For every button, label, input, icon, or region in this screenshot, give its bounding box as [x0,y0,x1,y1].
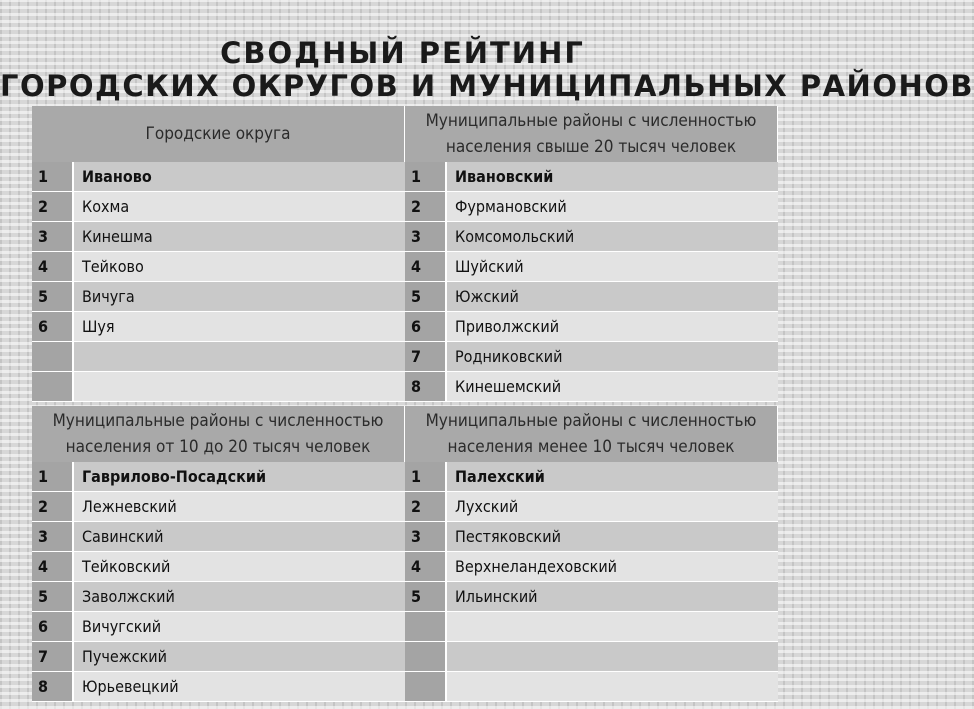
rank-cell [405,642,447,671]
section-header: Городские округа [32,106,405,162]
name-cell [447,672,778,701]
name-cell [447,612,778,641]
rank-cell: 4 [32,252,74,281]
name-cell: Лежневский [74,492,405,521]
name-cell: Лухский [447,492,778,521]
name-cell: Иваново [74,162,405,191]
rank-cell: 2 [32,192,74,221]
rank-cell: 1 [405,462,447,491]
name-cell: Шуйский [447,252,778,281]
rank-cell: 4 [405,552,447,581]
name-cell: Пестяковский [447,522,778,551]
rank-cell: 2 [32,492,74,521]
section-city-districts [32,106,405,402]
table-row [32,222,405,252]
rank-cell: 8 [32,672,74,701]
rank-cell: 6 [32,312,74,341]
table-row [32,372,405,402]
table-row [32,252,405,282]
table-row [32,672,405,702]
name-cell: Ильинский [447,582,778,611]
section-header: Муниципальные районы с численностью населения от 10 до 20 тысяч человек [32,406,405,462]
rank-cell: 8 [405,372,447,401]
page-title-line-1: СВОДНЫЙ РЕЙТИНГ [220,36,585,70]
name-cell: Кинешма [74,222,405,251]
table-row [405,492,778,522]
table-row [405,192,778,222]
table-row [32,612,405,642]
table-row [405,372,778,402]
rank-cell: 5 [32,582,74,611]
rank-cell: 1 [32,462,74,491]
name-cell: Приволжский [447,312,778,341]
rank-cell: 3 [405,222,447,251]
section-medium-districts [32,406,405,702]
rank-cell: 6 [32,612,74,641]
table-row [405,252,778,282]
name-cell: Заволжский [74,582,405,611]
table-row [32,342,405,372]
name-cell: Гаврилово-Посадский [74,462,405,491]
table-row [32,492,405,522]
table-row [405,342,778,372]
table-row [405,582,778,612]
rating-table [32,106,778,709]
table-row [32,552,405,582]
rank-cell: 3 [32,222,74,251]
table-row [32,282,405,312]
name-cell: Палехский [447,462,778,491]
section-header: Муниципальные районы с численностью населения менее 10 тысяч человек [405,406,778,462]
rank-cell: 2 [405,192,447,221]
rank-cell: 4 [405,252,447,281]
page-title-line-2: ГОРОДСКИХ ОКРУГОВ И МУНИЦИПАЛЬНЫХ РАЙОНОВ [0,69,974,103]
table-row [32,462,405,492]
rank-cell [405,612,447,641]
name-cell: Тейково [74,252,405,281]
rank-cell: 5 [405,582,447,611]
rank-cell: 3 [32,522,74,551]
rank-cell: 7 [32,642,74,671]
name-cell: Кохма [74,192,405,221]
name-cell: Пучежский [74,642,405,671]
table-row [405,612,778,642]
table-row [405,312,778,342]
table-row [32,642,405,672]
name-cell: Южский [447,282,778,311]
table-row [405,522,778,552]
table-row [32,162,405,192]
name-cell: Кинешемский [447,372,778,401]
name-cell: Ивановский [447,162,778,191]
table-row [405,282,778,312]
name-cell: Фурмановский [447,192,778,221]
name-cell [74,342,405,371]
rank-cell [32,342,74,371]
section-large-districts [405,106,778,402]
name-cell: Тейковский [74,552,405,581]
rank-cell [32,372,74,401]
name-cell: Родниковский [447,342,778,371]
table-row [32,582,405,612]
rank-cell: 3 [405,522,447,551]
section-header: Муниципальные районы с численностью населения свыше 20 тысяч человек [405,106,778,162]
name-cell [447,642,778,671]
rank-cell [405,672,447,701]
rank-cell: 5 [32,282,74,311]
table-row [32,192,405,222]
rank-cell: 7 [405,342,447,371]
name-cell: Шуя [74,312,405,341]
table-row [405,672,778,702]
rank-cell: 1 [405,162,447,191]
name-cell: Юрьевецкий [74,672,405,701]
table-row [405,462,778,492]
name-cell: Вичугский [74,612,405,641]
table-row [405,642,778,672]
table-row [405,552,778,582]
name-cell: Савинский [74,522,405,551]
table-row [32,522,405,552]
name-cell: Верхнеландеховский [447,552,778,581]
table-row [405,222,778,252]
name-cell: Вичуга [74,282,405,311]
rank-cell: 4 [32,552,74,581]
table-row [405,162,778,192]
name-cell [74,372,405,401]
rank-cell: 2 [405,492,447,521]
rank-cell: 1 [32,162,74,191]
section-small-districts [405,406,778,702]
table-row [32,312,405,342]
name-cell: Комсомольский [447,222,778,251]
rank-cell: 6 [405,312,447,341]
rank-cell: 5 [405,282,447,311]
